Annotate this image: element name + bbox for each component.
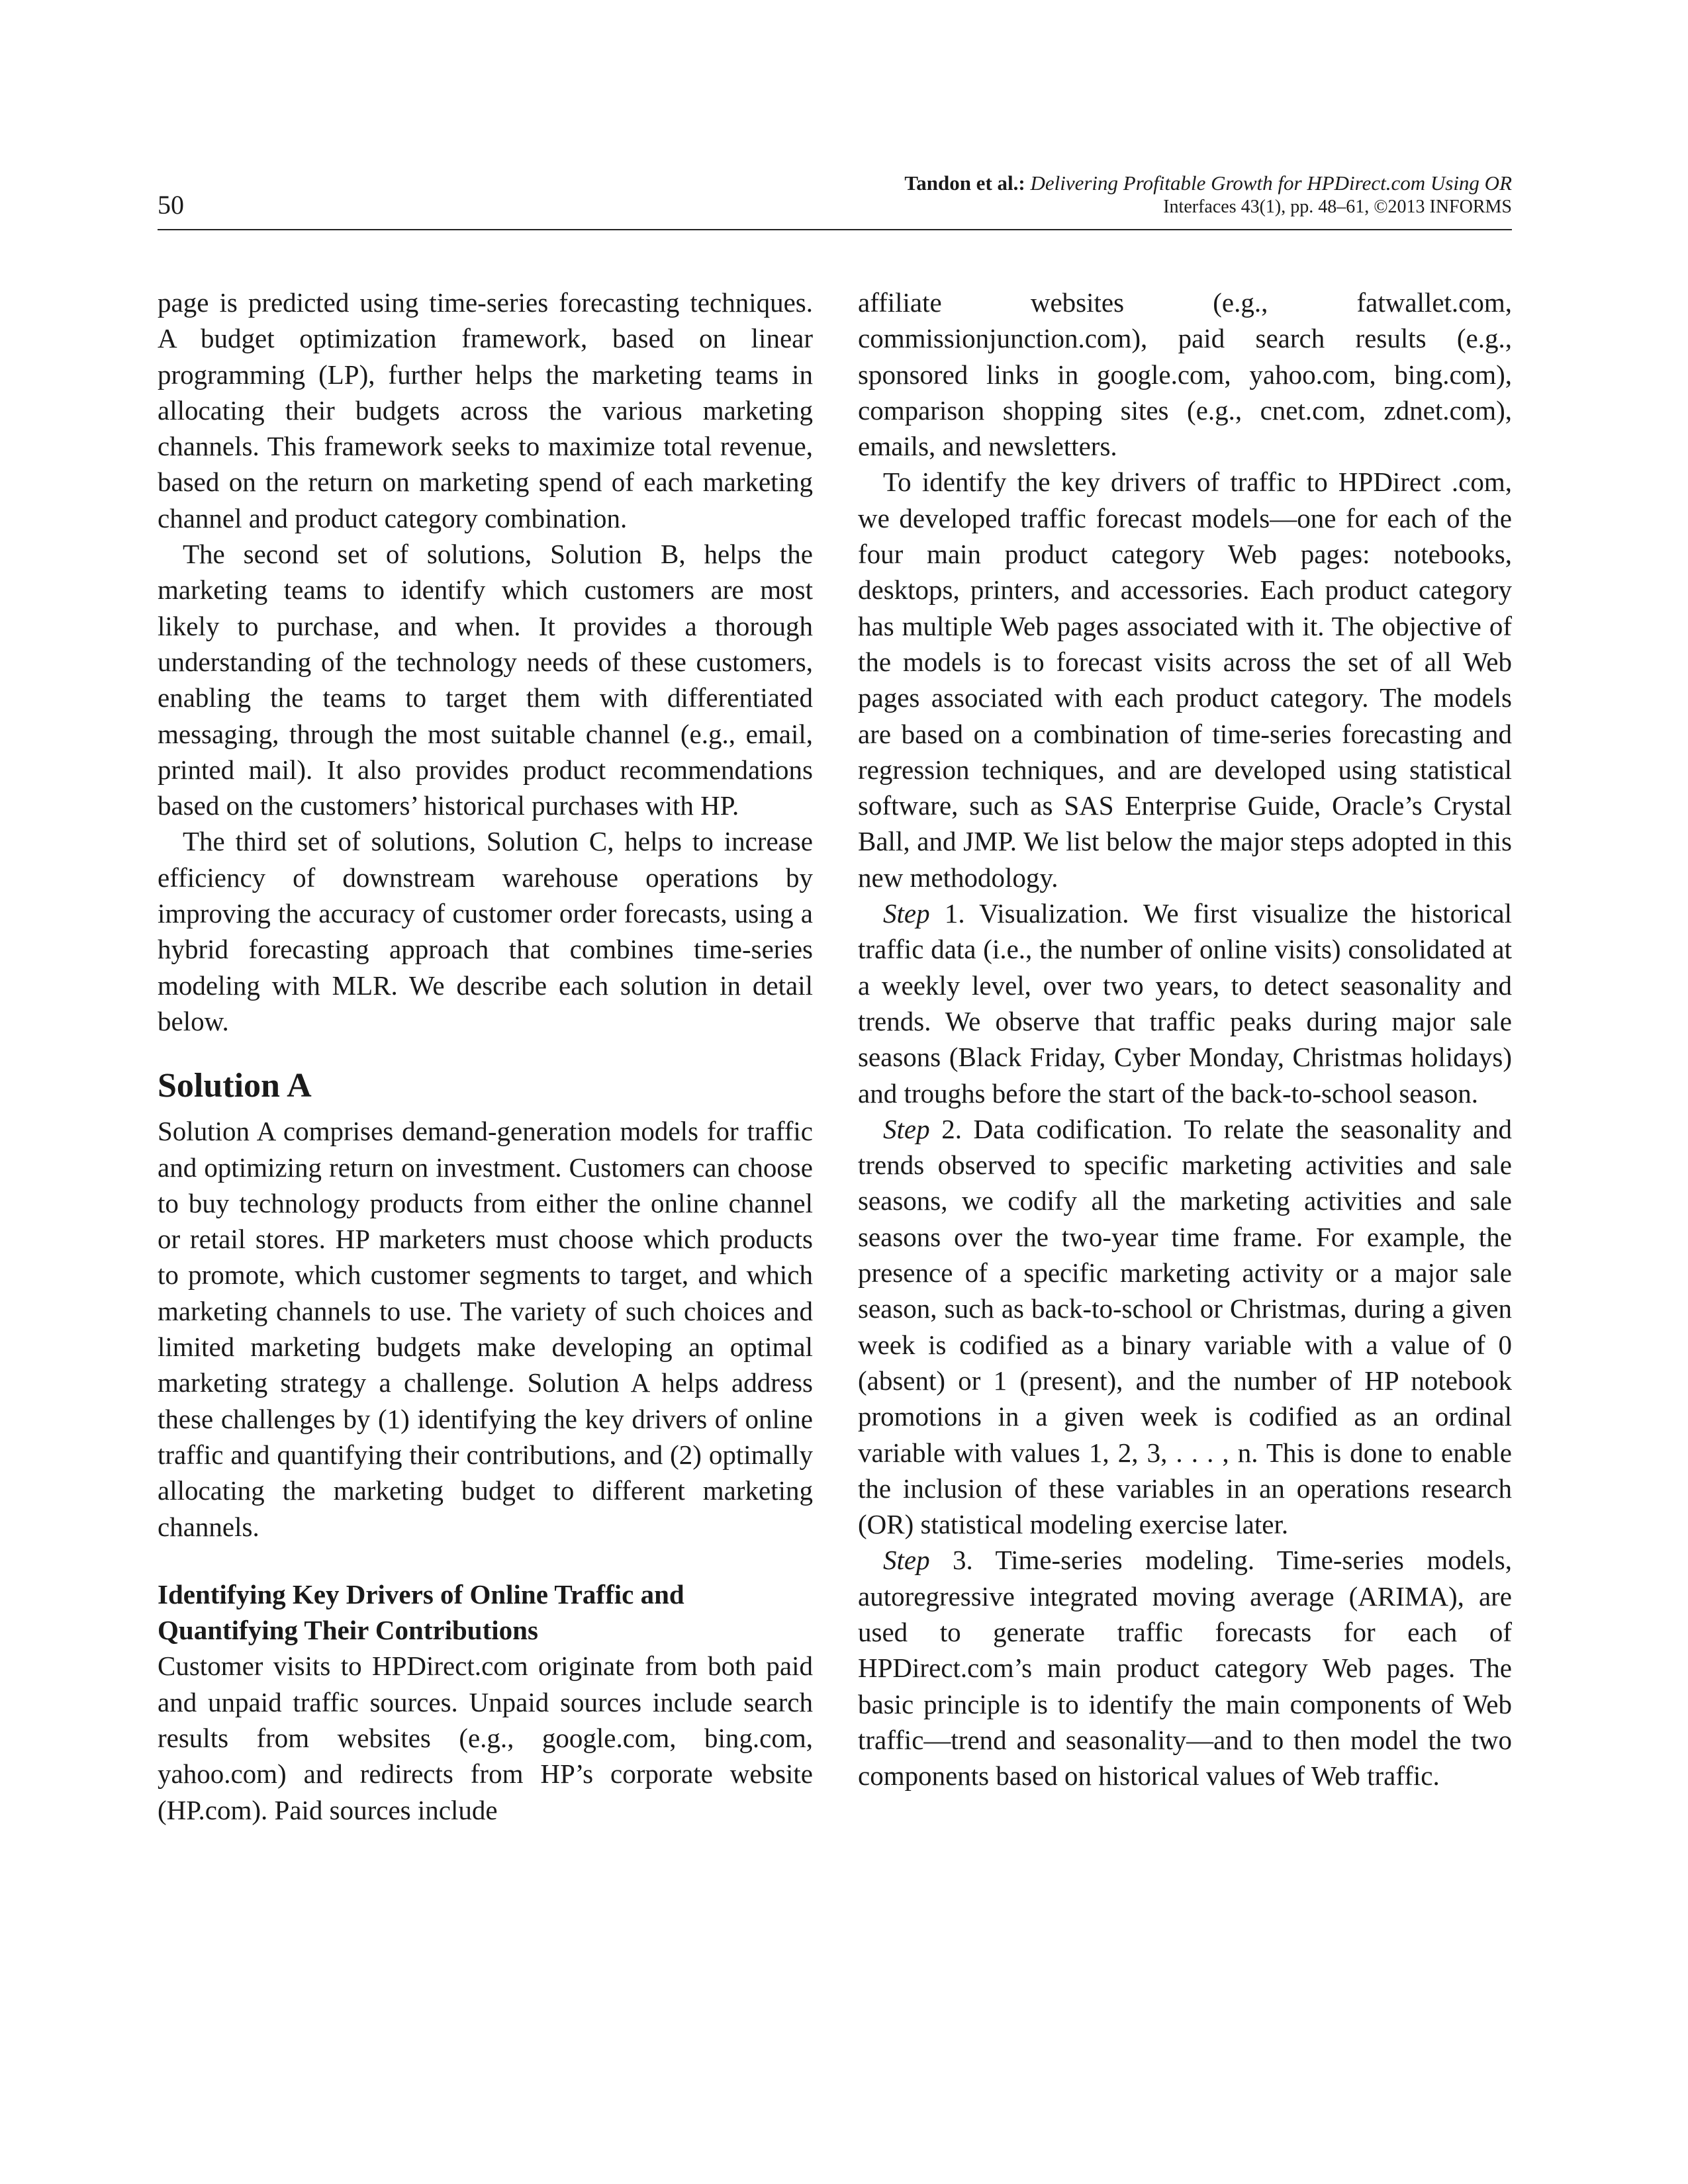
subsection-heading: Identifying Key Drivers of Online Traffic and Quantifying Their Contributions: [158, 1578, 684, 1646]
step-label: Step: [883, 898, 930, 929]
step-paragraph: [858, 1542, 1512, 1794]
paragraph: affiliate websites (e.g., fatwallet.com, commissionjunction.com), paid search results (e.g., sponsored links in google.com, yahoo.com, bing.com), comparison shopping sites (e.g., cnet.com, zdnet.com), emails, and newsletters.: [858, 287, 1512, 462]
paragraph: page is predicted using time-series forecasting techniques. A budget optimization framework, based on linear programming (LP), further helps the marketing teams in allocating their budgets across the various marketing channels. This framework seeks to maximize total revenue, based on the return on marketing spend of each marketing channel and product category combination.: [158, 287, 813, 533]
step-paragraph: [858, 895, 1512, 1111]
left-column: [158, 285, 813, 1828]
paragraph: To identify the key drivers of traffic to HPDirect .com, we developed traffic forecast models—one for each of the four main product category Web pages: notebooks, desktops, printers, and accessories. Each product category has multiple Web pages associated with it. The objective of the models is to forecast visits across the set of all Web pages associated with each product category. The models are based on a combination of time-series forecasting and regression techniques, and are developed using statistical software, such as SAS Enterprise Guide, Oracle’s Crystal Ball, and JMP. We list below the major steps adopted in this new methodology.: [858, 467, 1512, 893]
step-text: 3. Time-series modeling. Time-series models, autoregressive integrated moving average (ARIMA), are used to generate traffic forecasts for each of HPDirect.com’s main product category Web pages. The basic principle is to identify the main components of Web traffic—trend and seasonality—and to then model the two components based on historical values of Web traffic.: [858, 1545, 1512, 1792]
step-label: Step: [883, 1113, 930, 1144]
step-paragraph: [858, 1111, 1512, 1543]
header-citation: Interfaces 43(1), pp. 48–61, ©2013 INFORMS: [1163, 197, 1512, 217]
right-column: [858, 285, 1512, 1794]
paragraph: The second set of solutions, Solution B, helps the marketing teams to identify which customers are most likely to purchase, and when. It provides a thorough understanding of the technology needs of these customers, enabling the teams to target them with differentiated messaging, through the most suitable channel (e.g., email, printed mail). It also provides product recommendations based on the customers’ historical purchases with HP.: [158, 539, 813, 821]
page-number: 50: [158, 190, 184, 220]
step-text: 1. Visualization. We first visualize the historical traffic data (i.e., the number of online visits) consolidated at a weekly level, over two years, to detect seasonality and trends. We observe that traffic peaks during major sale seasons (Black Friday, Cyber Monday, Christmas holidays) and troughs before the start of the back-to-school season.: [858, 898, 1512, 1109]
step-text: 2. Data codification. To relate the seasonality and trends observed to specific marketing activities and sale seasons, we codify all the marketing activities and sale seasons over the two-year time frame. For example, the presence of a specific marketing activity or a major sale season, such as back-to-school or Christmas, during a given week is codified as a binary variable with a value of 0 (absent) or 1 (present), and the number of HP notebook promotions in a given week is codified as an ordinal variable with values 1, 2, 3, . . . , n. This is done to enable the inclusion of these variables in an operations research (OR) statistical modeling exercise later.: [858, 1113, 1512, 1540]
section-heading: Solution A: [158, 1067, 312, 1105]
running-header: [158, 165, 1512, 230]
running-title: [904, 171, 1512, 218]
paragraph: Customer visits to HPDirect.com originate from both paid and unpaid traffic sources. Unpaid sources include search results from websites (e.g., google.com, bing.com, yahoo.com) and redirects from HP’s corporate website (HP.com). Paid sources include: [158, 1651, 813, 1825]
header-authors: Tandon et al.:: [904, 171, 1025, 195]
paragraph: Solution A comprises demand-generation models for traffic and optimizing return on investment. Customers can choose to buy technology products from either the online channel or retail stores. HP marketers must choose which products to promote, which customer segments to target, and which marketing channels to use. The variety of such choices and limited marketing budgets make developing an optimal marketing strategy a challenge. Solution A helps address these challenges by (1) identifying the key drivers of online traffic and quantifying their contributions, and (2) optimally allocating the marketing budget to different marketing channels.: [158, 1116, 813, 1542]
paragraph: The third set of solutions, Solution C, helps to increase efficiency of downstream warehouse operations by improving the accuracy of customer order forecasts, using a hybrid forecasting approach that combines time-series modeling with MLR. We describe each solution in detail below.: [158, 826, 813, 1036]
header-title: Delivering Profitable Growth for HPDirect.com Using OR: [1030, 171, 1512, 195]
step-label: Step: [883, 1545, 930, 1576]
